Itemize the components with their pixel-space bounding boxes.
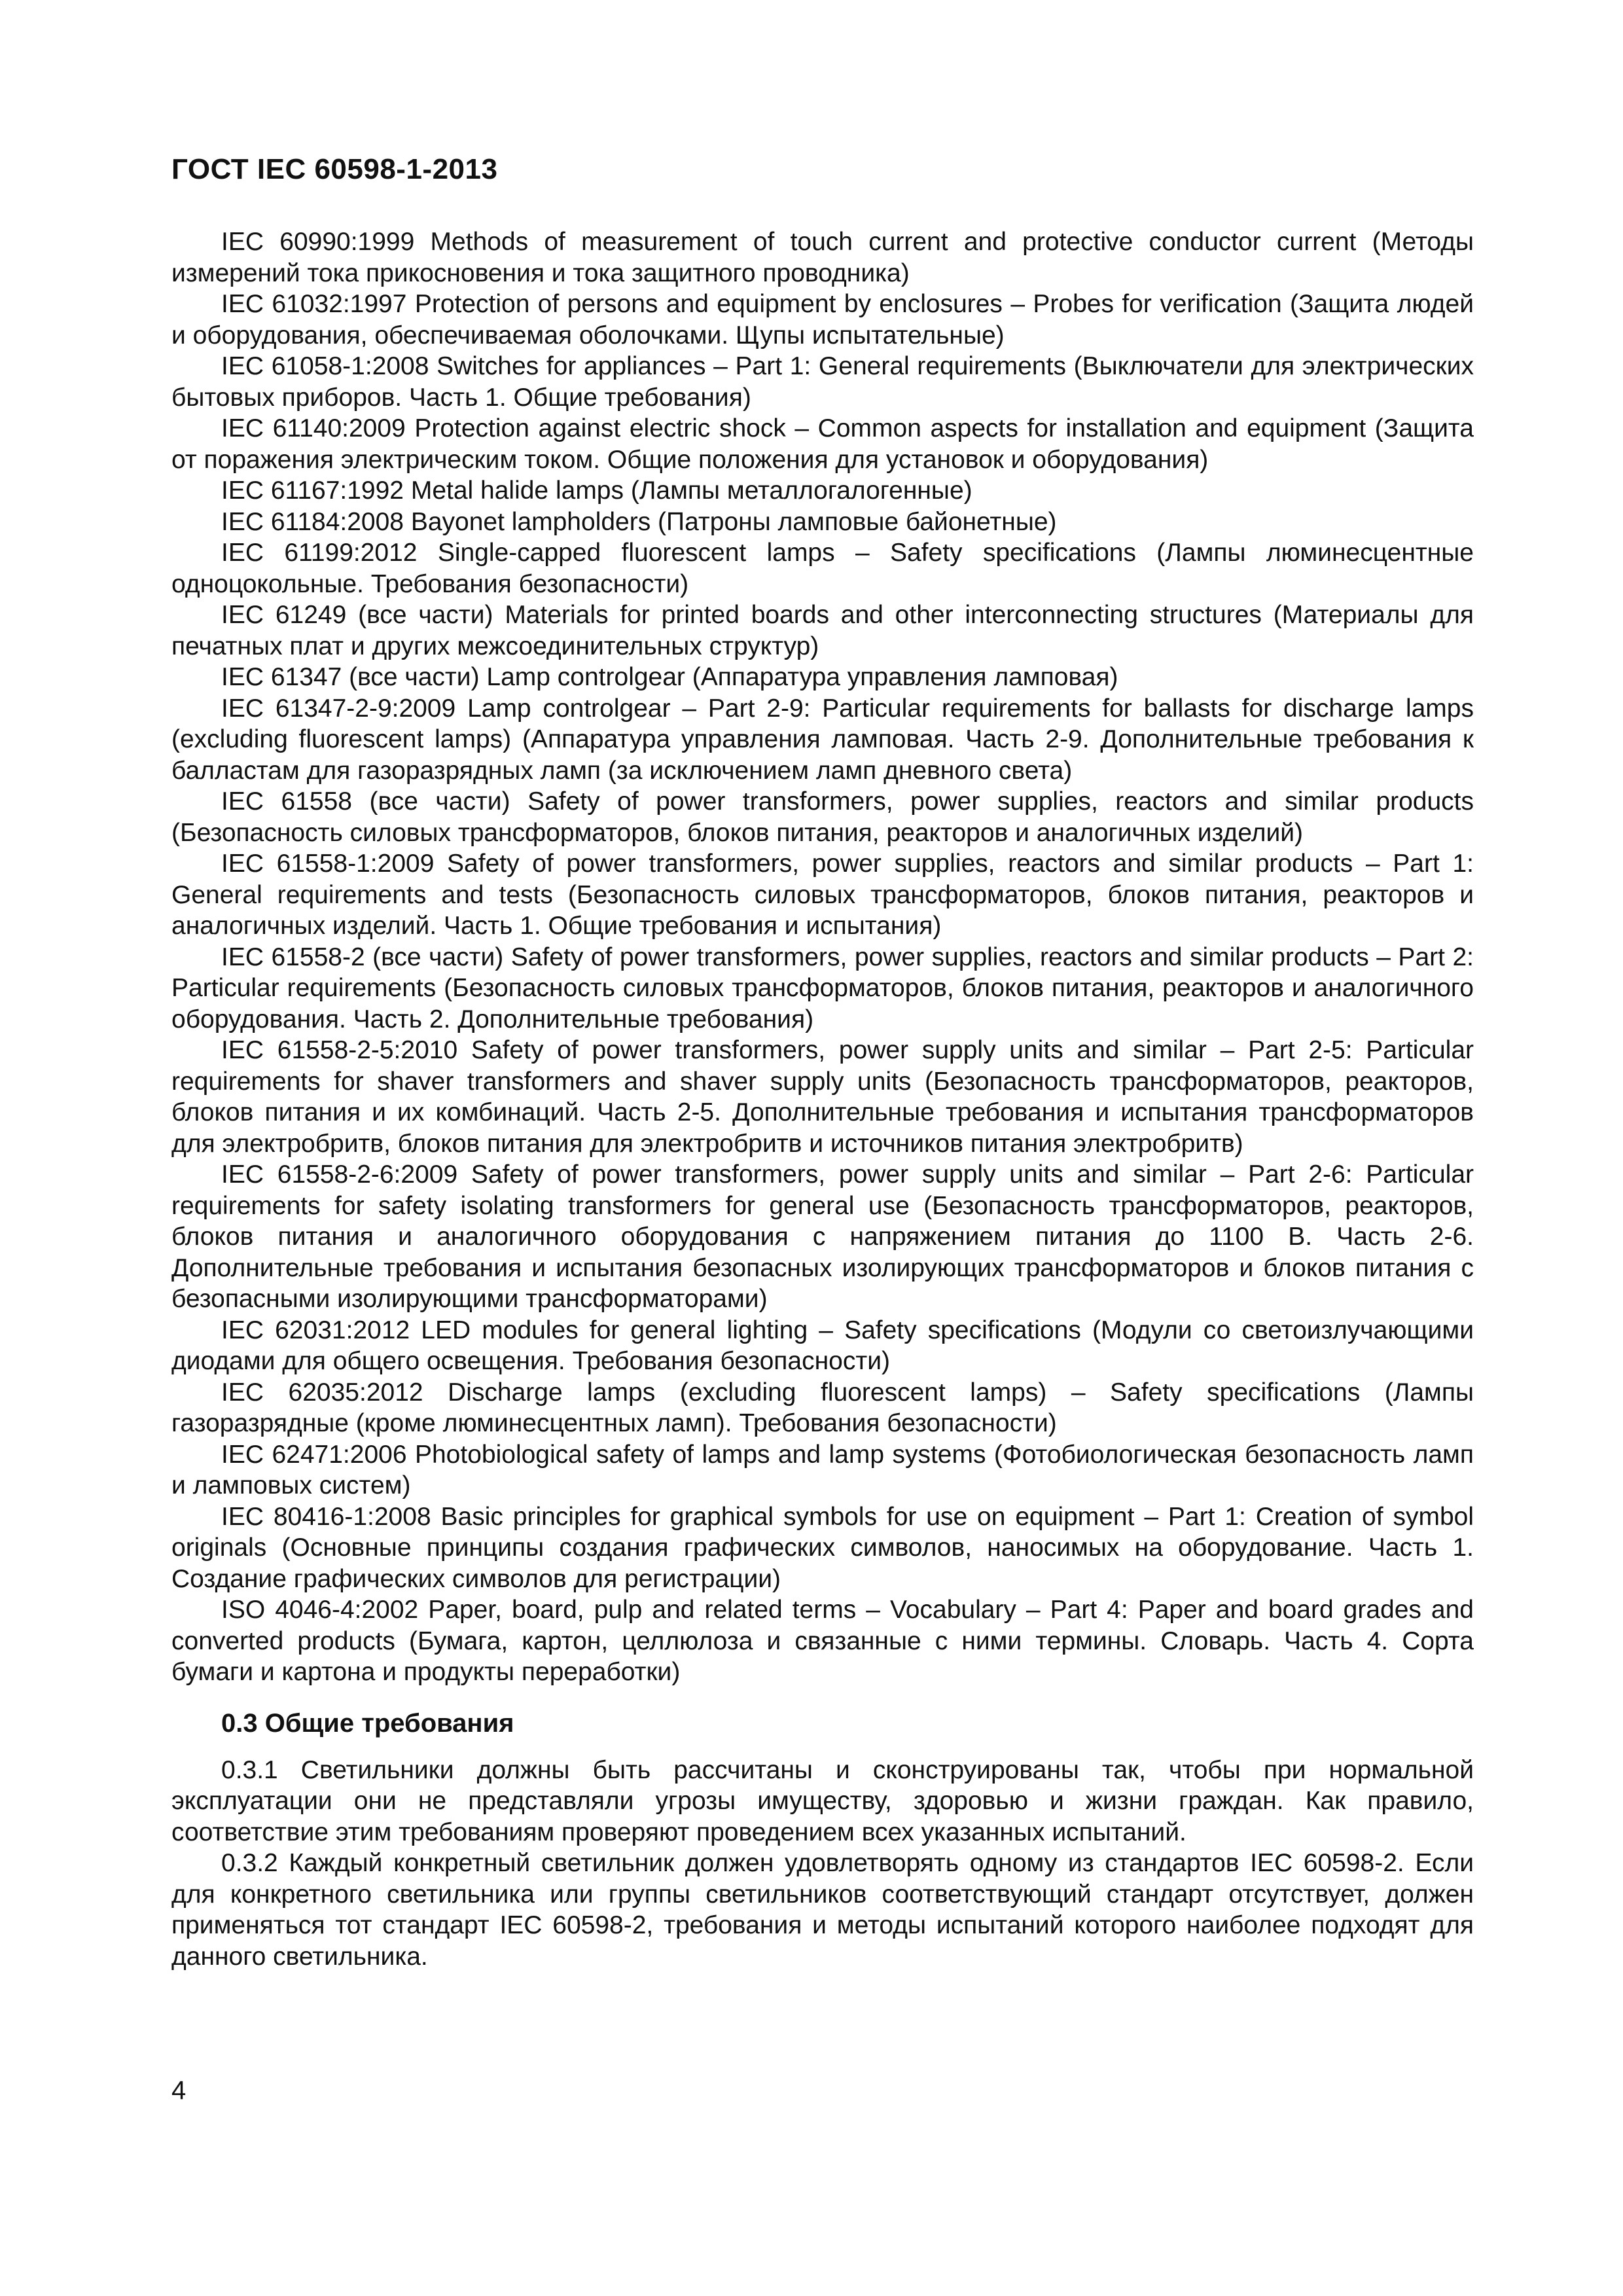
- general-requirements-section: [171, 1755, 1474, 1973]
- clause-0-3-2: 0.3.2 Каждый конкретный светильник должен удовлетворять одному из стандартов IEC 60598-2. Если для конкретного светильника или группы светильников соответствующий стандарт отсутствует, должен применяться тот стандарт IEC 60598-2, требования и методы испытаний которого наиболее подходят для данного светильника.: [171, 1849, 1474, 1971]
- reference-iec-61140: IEC 61140:2009 Protection against electric shock – Common aspects for installation and equipment (Защита от поражения электрическим током. Общие положения для установок и оборудования): [171, 414, 1474, 474]
- reference-iec-61058-1: IEC 61058-1:2008 Switches for appliances – Part 1: General requirements (Выключатели для электрических бытовых приборов. Часть 1. Общие требования): [171, 352, 1474, 412]
- reference-iec-62035: IEC 62035:2012 Discharge lamps (excluding fluorescent lamps) – Safety specifications (Лампы газоразрядные (кроме люминесцентных ламп). Требования безопасности): [171, 1378, 1474, 1437]
- reference-iec-61558-1: IEC 61558-1:2009 Safety of power transformers, power supplies, reactors and similar products – Part 1: General requirements and tests (Безопасность силовых трансформаторов, блоков питания, реакторов и аналогичных изделий. Часть 1. Общие требования и испытания): [171, 850, 1474, 940]
- reference-iso-4046-4: ISO 4046-4:2002 Paper, board, pulp and related terms – Vocabulary – Part 4: Paper and board grades and converted products (Бумага, картон, целлюлоза и связанные с ними термины. Словарь. Часть 4. Сорта бумаги и картона и продукты переработки): [171, 1596, 1474, 1686]
- reference-iec-61347-2-9: IEC 61347-2-9:2009 Lamp controlgear – Part 2-9: Particular requirements for ballasts for discharge lamps (excluding fluorescent lamps) (Аппаратура управления ламповая. Часть 2-9. Дополнительные требования к балластам для газоразрядных ламп (за исключением ламп дневного света): [171, 694, 1474, 785]
- reference-iec-61032: IEC 61032:1997 Protection of persons and equipment by enclosures – Probes for verification (Защита людей и оборудования, обеспечиваемая оболочками. Щупы испытательные): [171, 290, 1474, 350]
- reference-iec-60990: IEC 60990:1999 Methods of measurement of touch current and protective conductor current (Методы измерений тока прикосновения и тока защитного проводника): [171, 228, 1474, 287]
- reference-iec-61558: IEC 61558 (все части) Safety of power transformers, power supplies, reactors and similar products (Безопасность силовых трансформаторов, блоков питания, реакторов и аналогичных изделий): [171, 787, 1474, 847]
- reference-iec-61347: IEC 61347 (все части) Lamp controlgear (Аппаратура управления ламповая): [221, 663, 1118, 691]
- reference-iec-80416-1: IEC 80416-1:2008 Basic principles for graphical symbols for use on equipment – Part 1: Creation of symbol originals (Основные принципы создания графических символов, наносимых на оборудование. Часть 1. Создание графических символов для регистрации): [171, 1502, 1474, 1593]
- reference-iec-61199: IEC 61199:2012 Single-capped fluorescent lamps – Safety specifications (Лампы люминесцентные одноцокольные. Требования безопасности): [171, 539, 1474, 598]
- document-body: [171, 226, 1474, 1972]
- reference-iec-61184: IEC 61184:2008 Bayonet lampholders (Патроны ламповые байонетные): [221, 507, 1057, 536]
- clause-0-3-1: 0.3.1 Светильники должны быть рассчитаны и сконструированы так, чтобы при нормальной эксплуатации они не представляли угрозы имуществу, здоровью и жизни граждан. Как правило, соответствие этим требованиям проверяют проведением всех указанных испытаний.: [171, 1755, 1474, 1846]
- reference-iec-62471: IEC 62471:2006 Photobiological safety of lamps and lamp systems (Фотобиологическая безопасность ламп и ламповых систем): [171, 1440, 1474, 1499]
- page-number: 4: [171, 2076, 187, 2105]
- reference-iec-61167: IEC 61167:1992 Metal halide lamps (Лампы металлогалогенные): [221, 476, 972, 505]
- reference-iec-61558-2: IEC 61558-2 (все части) Safety of power transformers, power supplies, reactors and similar products – Part 2: Particular requirements (Безопасность силовых трансформаторов, блоков питания, реакторов и аналогичного оборудования. Часть 2. Дополнительные требования): [171, 942, 1474, 1033]
- reference-iec-61558-2-6: IEC 61558-2-6:2009 Safety of power transformers, power supply units and similar – Part 2-6: Particular requirements for safety isolating transformers for general use (Безопасность трансформаторов, реакторов, блоков питания и аналогичного оборудования с напряжением питания до 1100 В. Часть 2-6. Дополнительные требования и испытания безопасных изолирующих трансформаторов и блоков питания с безопасными изолирующими трансформаторами): [171, 1160, 1474, 1313]
- normative-references-list: [171, 226, 1474, 1688]
- document-header-title: ГОСТ IEC 60598-1-2013: [171, 153, 498, 185]
- reference-iec-61249: IEC 61249 (все части) Materials for printed boards and other interconnecting structures (Материалы для печатных плат и других межсоединительных структур): [171, 601, 1474, 660]
- reference-iec-61558-2-5: IEC 61558-2-5:2010 Safety of power transformers, power supply units and similar – Part 2-5: Particular requirements for shaver transformers and shaver supply units (Безопасность трансформаторов, реакторов, блоков питания и их комбинаций. Часть 2-5. Дополнительные требования и испытания трансформаторов для электробритв, блоков питания для электробритв и источников питания электробритв): [171, 1036, 1474, 1158]
- section-heading-general-requirements: 0.3 Общие требования: [221, 1708, 514, 1738]
- reference-iec-62031: IEC 62031:2012 LED modules for general lighting – Safety specifications (Модули со светоизлучающими диодами для общего освещения. Требования безопасности): [171, 1316, 1474, 1375]
